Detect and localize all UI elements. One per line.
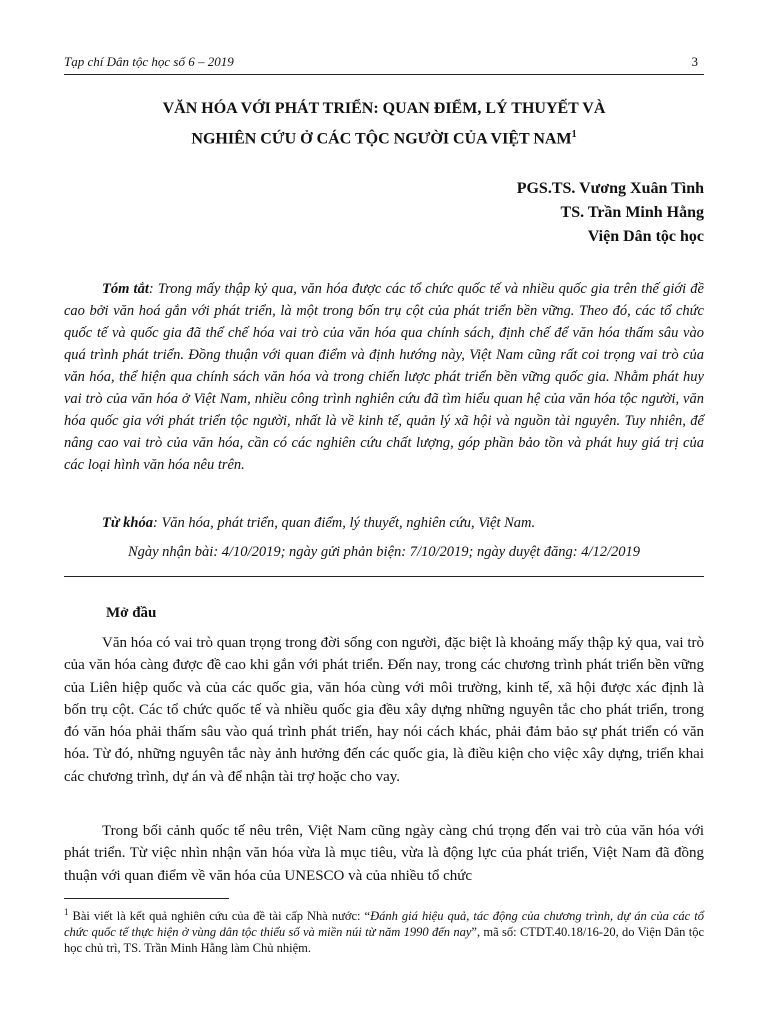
- section-divider: [64, 576, 704, 577]
- article-title: [64, 96, 704, 152]
- footnote-prefix: Bài viết là kết quả nghiên cứu của đề tài cấp Nhà nước: “: [68, 909, 371, 924]
- author-1: PGS.TS. Vương Xuân Tình: [516, 180, 704, 197]
- submission-dates: Ngày nhận bài: 4/10/2019; ngày gửi phản biện: 7/10/2019; ngày duyệt đăng: 4/12/2019: [127, 544, 641, 560]
- keywords-text: : Văn hóa, phát triển, quan điểm, lý thuyết, nghiên cứu, Việt Nam.: [152, 515, 536, 531]
- title-line-2-text: NGHIÊN CỨU Ở CÁC TỘC NGƯỜI CỦA VIỆT NAM: [191, 130, 572, 148]
- abstract: [64, 278, 704, 476]
- title-footnote-mark[interactable]: 1: [571, 129, 577, 140]
- author-block: [517, 177, 704, 249]
- body-paragraph-1: Văn hóa có vai trò quan trọng trong đời sống con người, đặc biệt là khoảng mấy thập kỷ qua, vai trò của văn hóa càng được đề cao khi gắn với phát triển. Đến nay, trong các chương trình phát triển bền vững của Liên hiệp quốc và của các quốc gia, văn hóa cùng với môi trường, kinh tế, xã hội được xác định là bốn trụ cột. Các tổ chức quốc tế và nhiều quốc gia đều xây dựng những nguyên tắc cho phát triển, trong đó văn hóa phải thấm sâu vào quá trình phát triển, hay nói cách khác, phải đảm bảo sự phát triển có văn hóa. Từ đó, những nguyên tắc này ảnh hưởng đến các quốc gia, là điều kiện cho việc xây dựng, triển khai các chương trình, dự án và để nhận tài trợ hoặc cho vay.: [64, 635, 704, 785]
- section-heading: Mở đầu: [106, 605, 157, 621]
- footnote-separator: [64, 898, 229, 899]
- running-header: [64, 54, 704, 75]
- abstract-text: : Trong mấy thập kỷ qua, văn hóa được các tổ chức quốc tế và nhiều quốc gia trên thế giới đề cao bởi văn hoá gắn với phát triển, là một trong bốn trụ cột của phát triển bền vững. Theo đó, các tổ chức quốc tế và quốc gia đã thể chế hóa vai trò của văn hóa qua chính sách, định chế để văn hóa thấm sâu vào quá trình phát triển. Đồng thuận với quan điểm và định hướng này, Việt Nam cũng rất coi trọng vai trò của văn hóa, thể hiện qua chính sách văn hóa và trong chiến lược phát triển bền vững quốc gia. Nhằm phát huy vai trò của văn hóa ở Việt Nam, nhiều công trình nghiên cứu đã tìm hiểu quan hệ của văn hóa tộc người, văn hóa quốc gia với phát triển tộc người, nhất là về kinh tế, quản lý xã hội và nguồn tài nguyên. Tuy nhiên, để nâng cao vai trò của văn hóa, cần có các nghiên cứu chất lượng, góp phần bảo tồn và phát huy giá trị của các loại hình văn hóa nêu trên.: [64, 281, 704, 473]
- page-number: 3: [691, 54, 698, 69]
- affiliation: Viện Dân tộc học: [587, 228, 704, 245]
- keywords: [64, 512, 704, 534]
- keywords-label: Từ khóa: [102, 515, 153, 531]
- author-2: TS. Trần Minh Hằng: [560, 204, 704, 221]
- journal-name: Tạp chí Dân tộc học số 6 – 2019: [64, 54, 234, 69]
- abstract-label: Tóm tắt: [102, 281, 149, 297]
- footnote-project-title: Đánh giá hiệu quả, tác động của chương trình, dự án của các tổ chức quốc tế thực hiện ở vùng dân tộc thiểu số và miền núi từ năm 1990 đến nay: [64, 909, 704, 940]
- body-paragraph-2: Trong bối cảnh quốc tế nêu trên, Việt Nam cũng ngày càng chú trọng đến vai trò của văn hóa với phát triển. Từ việc nhìn nhận văn hóa vừa là mục tiêu, vừa là động lực của phát triển, Việt Nam đã đồng thuận với quan điểm về văn hóa của UNESCO và của nhiều tổ chức: [64, 823, 704, 884]
- title-line-1: VĂN HÓA VỚI PHÁT TRIỂN: QUAN ĐIỂM, LÝ THUYẾT VÀ: [162, 100, 606, 117]
- title-line-2: [64, 122, 704, 152]
- footnote-suffix: ”, mã số: CTDT.40.18/16-20, do Viện Dân tộc học chủ trì, TS. Trần Minh Hằng làm Chủ nhiệm.: [64, 925, 704, 956]
- footnote-mark: 1: [64, 907, 69, 917]
- footnote: [64, 904, 704, 956]
